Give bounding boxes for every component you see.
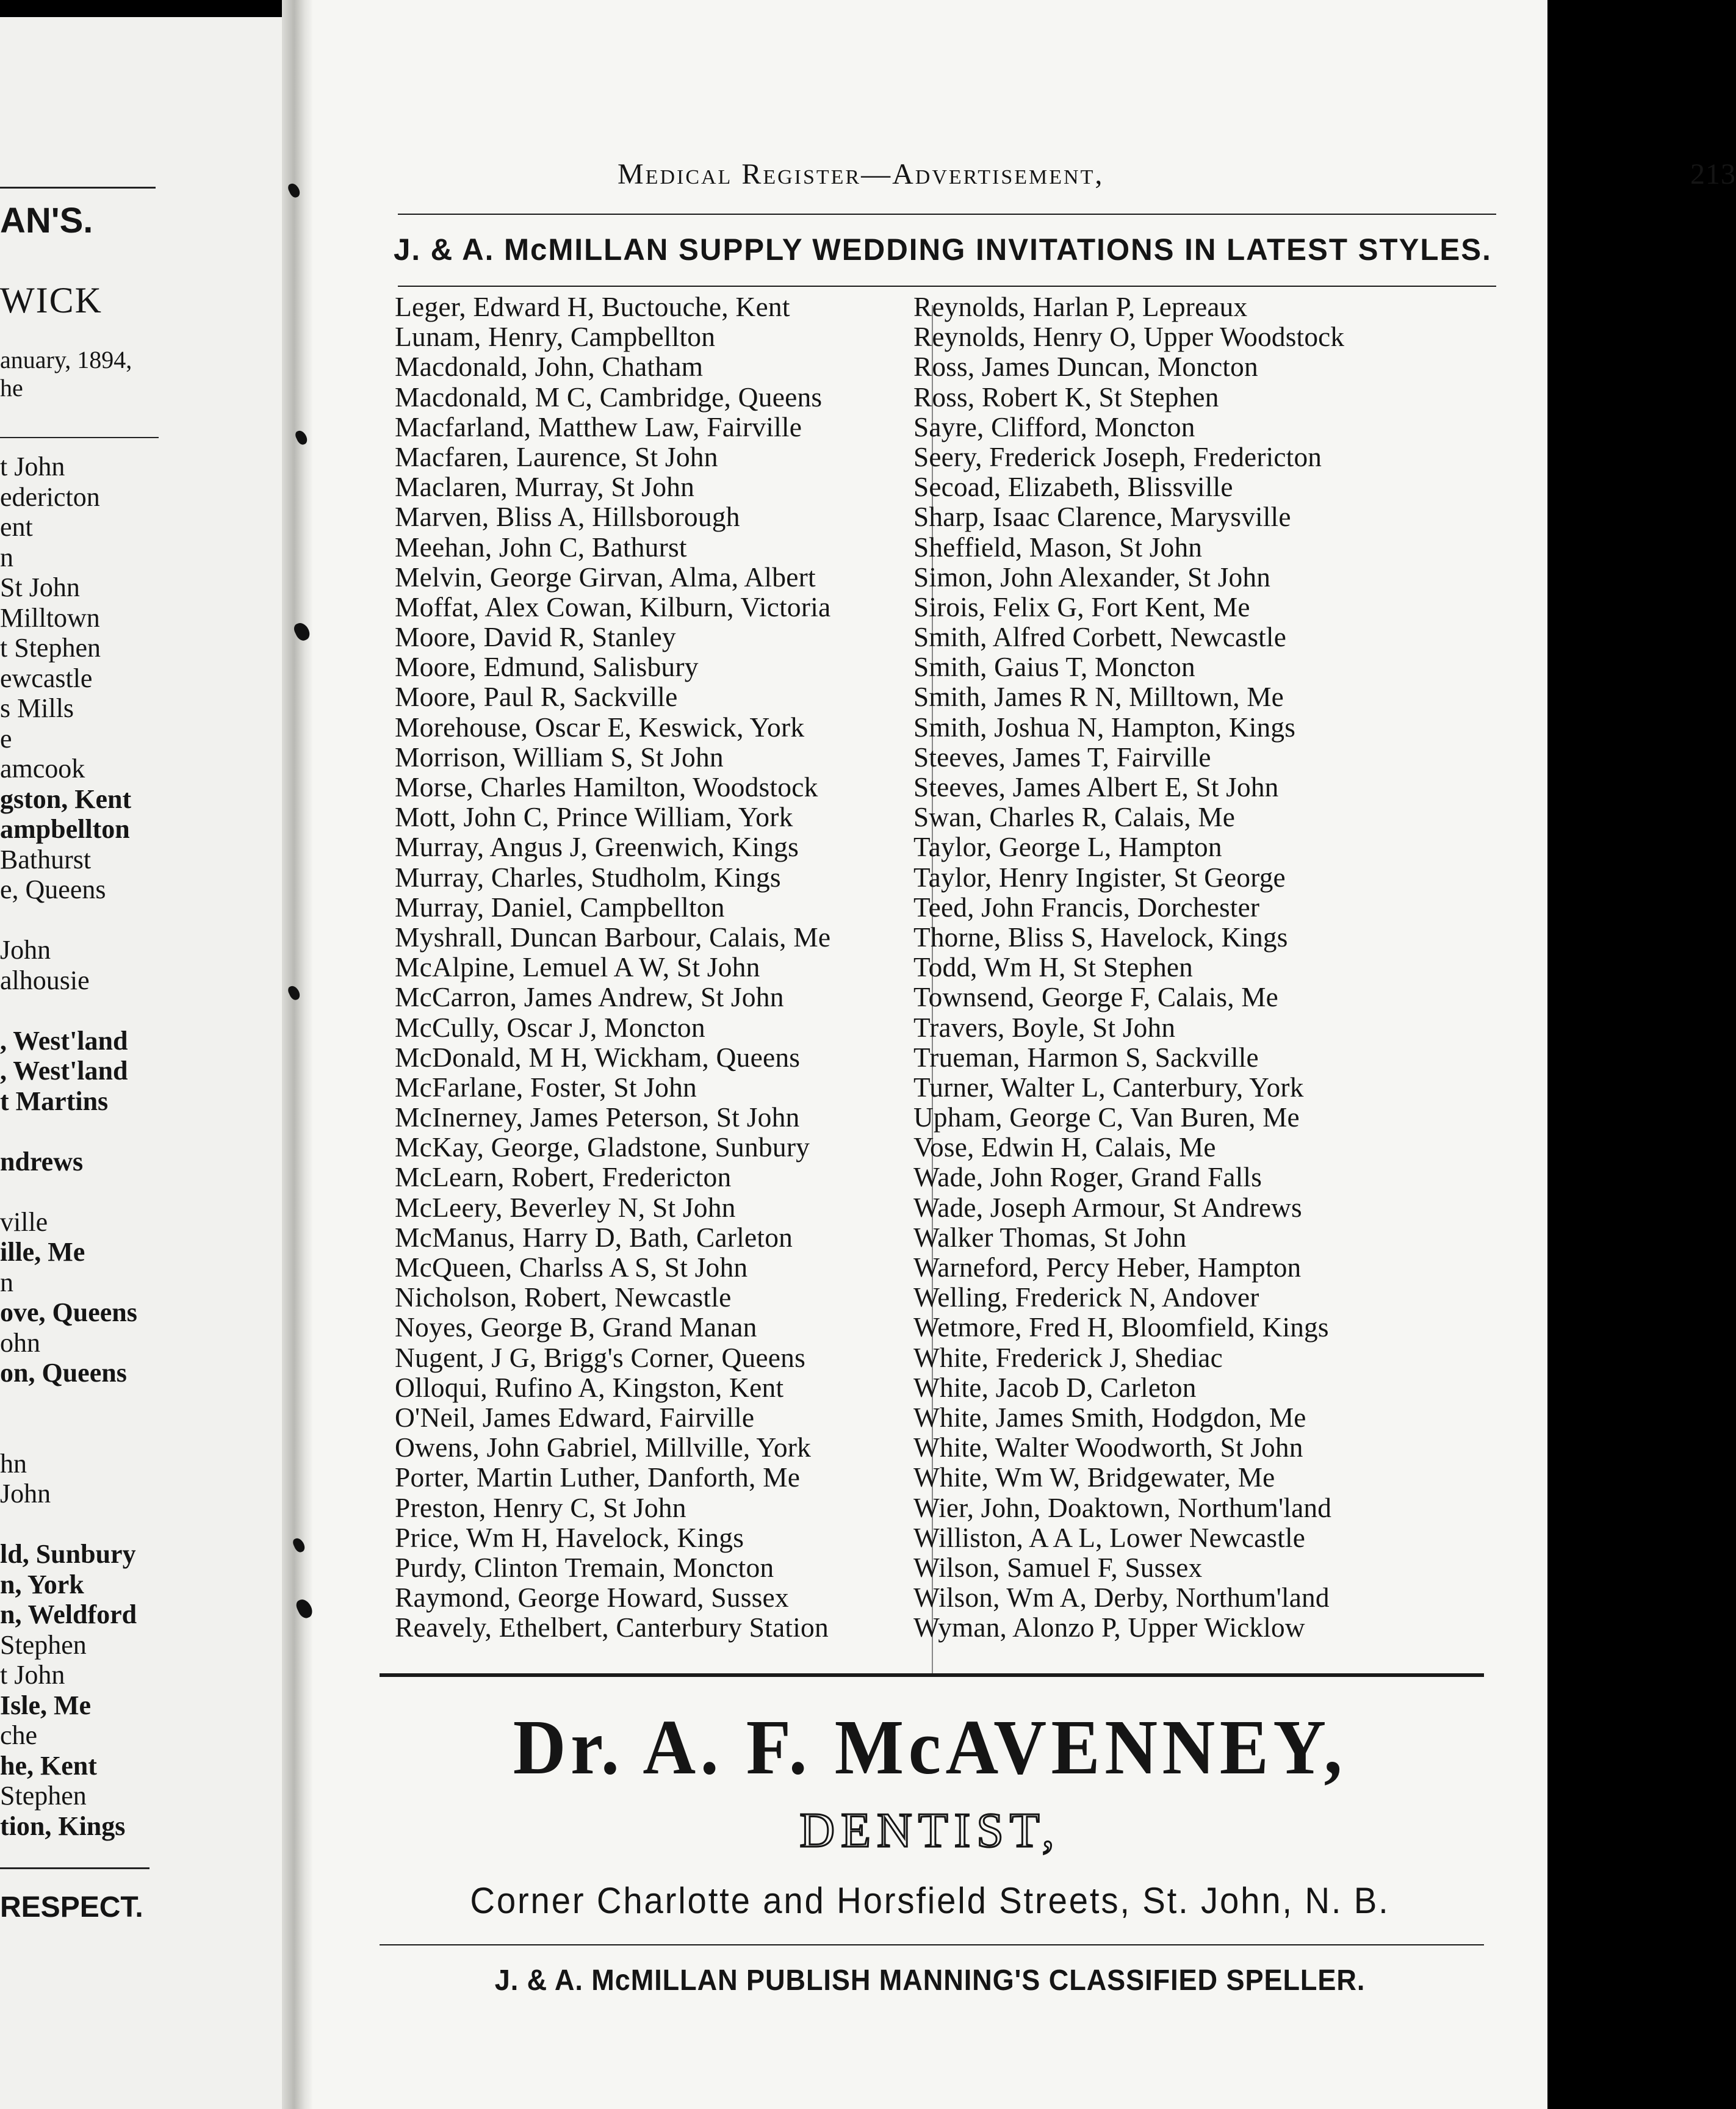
directory-entry: Sirois, Felix G, Fort Kent, Me [913,591,1250,622]
directory-entry: Meehan, John C, Bathurst [395,531,687,563]
top-banner: J. & A. McMILLAN SUPPLY WEDDING INVITATIONS IN LATEST STYLES. [393,233,1492,267]
directory-page [312,0,1736,2109]
directory-entry: McFarlane, Foster, St John [395,1071,697,1103]
directory-entry: Macdonald, M C, Cambridge, Queens [395,381,823,413]
directory-entry: Owens, John Gabriel, Millville, York [395,1432,812,1463]
directory-entry: Moore, David R, Stanley [395,621,676,653]
directory-entry: White, James Smith, Hodgdon, Me [913,1401,1306,1433]
directory-entry: White, Wm W, Bridgewater, Me [913,1462,1275,1493]
directory-entry: Williston, A A L, Lower Newcastle [913,1521,1306,1553]
directory-entry: Smith, Gaius T, Moncton [913,651,1195,683]
facing-page-line: amcook [0,754,85,784]
facing-page-line: ille, Me [0,1237,85,1267]
top-banner-upper-rule [398,214,1496,215]
directory-entry: Taylor, Henry Ingister, St George [913,861,1286,893]
facing-page-line [0,905,282,936]
directory-entry: McInerney, James Peterson, St John [395,1101,800,1133]
directory-entry: Nicholson, Robert, Newcastle [395,1282,732,1313]
directory-entry: Upham, George C, Van Buren, Me [913,1101,1300,1133]
advertisement-top-rule [380,1673,1484,1677]
facing-page-header: AN'S. [0,201,93,240]
bottom-banner-upper-rule [380,1944,1484,1945]
facing-page-line: John [0,1479,51,1509]
facing-page-line: n, Weldford [0,1599,137,1629]
facing-page-line: St John [0,572,80,602]
advertisement-profession: DENTIST, [799,1804,1061,1858]
top-banner-lower-rule [398,286,1496,287]
directory-column-left [395,292,904,1642]
facing-page-subtitle-2: he [0,374,23,402]
directory-entry: Murray, Angus J, Greenwich, Kings [395,831,799,863]
directory-entry: McManus, Harry D, Bath, Carleton [395,1221,793,1253]
facing-page-line: Stephen [0,1629,87,1660]
directory-entry: O'Neil, James Edward, Fairville [395,1401,755,1433]
directory-entry: Macfaren, Laurence, St John [395,441,718,472]
facing-page-rule [0,437,159,438]
directory-entry: Olloqui, Rufino A, Kingston, Kent [395,1371,784,1403]
facing-page-line [0,1418,282,1449]
directory-entry: Swan, Charles R, Calais, Me [913,801,1236,833]
facing-page-line: Isle, Me [0,1690,92,1720]
directory-entry: Macdonald, John, Chatham [395,351,704,383]
directory-entry: Secoad, Elizabeth, Blissville [913,471,1233,503]
directory-entry: Steeves, James Albert E, St John [913,771,1279,802]
facing-page-line: n, York [0,1569,84,1599]
book-gutter [282,0,312,2109]
facing-page-line: tion, Kings [0,1811,126,1841]
directory-entry: Sheffield, Mason, St John [913,531,1203,563]
binding-stitch-mark [294,429,309,447]
directory-entry: Simon, John Alexander, St John [913,561,1271,593]
directory-entry: Morrison, William S, St John [395,741,724,773]
directory-entry: Reavely, Ethelbert, Canterbury Station [395,1612,829,1643]
facing-page-line: n [0,1267,13,1297]
directory-entry: White, Frederick J, Shediac [913,1341,1223,1373]
running-head-title: Medical Register—Advertisement, [618,158,1104,190]
binding-stitch-mark [292,621,312,643]
directory-entry: McQueen, Charlss A S, St John [395,1252,748,1283]
directory-entry: Wier, John, Doaktown, Northum'land [913,1491,1332,1523]
binding-stitch-mark [287,182,302,200]
facing-page-line: e [0,723,12,754]
directory-entry: Moore, Edmund, Salisbury [395,651,699,683]
facing-page-line: ville [0,1206,48,1237]
directory-entry: Lunam, Henry, Campbellton [395,321,716,353]
directory-entry: Morehouse, Oscar E, Keswick, York [395,711,805,743]
directory-entry: McLeery, Beverley N, St John [395,1191,736,1223]
directory-entry: White, Jacob D, Carleton [913,1371,1197,1403]
directory-entry: Wetmore, Fred H, Bloomfield, Kings [913,1311,1329,1343]
directory-entry: Steeves, James T, Fairville [913,741,1211,773]
facing-page-line: n [0,542,13,572]
directory-entry: McCarron, James Andrew, St John [395,981,784,1013]
facing-page-line: ampbellton [0,814,130,844]
directory-entry: Thorne, Bliss S, Havelock, Kings [913,921,1288,953]
facing-page-line [0,1116,282,1147]
directory-entry: Macfarland, Matthew Law, Fairville [395,411,802,442]
directory-entry: Sayre, Clifford, Moncton [913,411,1195,442]
facing-page-line: ove, Queens [0,1297,137,1327]
facing-page-bottom-rule [0,1867,149,1869]
directory-entry: Welling, Frederick N, Andover [913,1282,1259,1313]
facing-page-fragment [0,17,282,2109]
facing-page-line [0,1177,282,1207]
directory-entry: McCully, Oscar J, Moncton [395,1011,705,1043]
directory-entry: Seery, Frederick Joseph, Fredericton [913,441,1322,472]
directory-entry: Murray, Daniel, Campbellton [395,891,725,923]
directory-entry: Moffat, Alex Cowan, Kilburn, Victoria [395,591,831,622]
directory-entry: Mott, John C, Prince William, York [395,801,793,833]
directory-entry: Ross, Robert K, St Stephen [913,381,1219,413]
facing-page-line: ewcastle [0,663,93,693]
facing-page-line: t John [0,1660,65,1690]
directory-entry: McKay, George, Gladstone, Sunbury [395,1131,810,1163]
directory-entry: Leger, Edward H, Buctouche, Kent [395,291,790,322]
directory-entry: Walker Thomas, St John [913,1221,1187,1253]
facing-page-line: ent [0,512,33,542]
directory-entry: Moore, Paul R, Sackville [395,681,678,713]
binding-stitch-mark [294,1597,314,1620]
directory-entry: Noyes, George B, Grand Manan [395,1311,757,1343]
facing-page-line: ld, Sunbury [0,1539,136,1569]
directory-entry: Smith, James R N, Milltown, Me [913,681,1284,713]
directory-entry: Maclaren, Murray, St John [395,471,695,503]
facing-page-line: edericton [0,481,100,512]
directory-entry: Taylor, George L, Hampton [913,831,1222,863]
directory-entry: Ross, James Duncan, Moncton [913,351,1258,383]
directory-entry: Preston, Henry C, St John [395,1491,686,1523]
facing-page-line: hn [0,1448,27,1479]
facing-page-line: gston, Kent [0,784,132,814]
facing-page-line: t Stephen [0,633,101,663]
facing-page-footer: RESPECT. [0,1891,143,1923]
facing-page-line: he, Kent [0,1750,97,1781]
facing-page-top-rule [0,187,156,189]
directory-column-right [913,292,1496,1642]
directory-entry: Smith, Joshua N, Hampton, Kings [913,711,1296,743]
facing-page-line: , West'land [0,1056,128,1086]
facing-page-line: t John [0,452,65,481]
directory-entry: McLearn, Robert, Fredericton [395,1161,732,1193]
directory-entry: Todd, Wm H, St Stephen [913,951,1194,983]
directory-entry: Turner, Walter L, Canterbury, York [913,1071,1304,1103]
advertisement-address: Corner Charlotte and Horsfield Streets, St. John, N. B. [470,1880,1390,1921]
facing-page-line: Bathurst [0,844,92,874]
binding-stitch-mark [292,1537,307,1554]
directory-entry: Wilson, Samuel F, Sussex [913,1551,1203,1583]
facing-page-line [0,995,282,1026]
directory-entry: Vose, Edwin H, Calais, Me [913,1131,1216,1163]
directory-entry: Smith, Alfred Corbett, Newcastle [913,621,1287,653]
directory-entry: White, Walter Woodworth, St John [913,1432,1303,1463]
facing-page-subtitle-1: anuary, 1894, [0,346,132,373]
facing-page-line: alhousie [0,965,90,995]
advertisement-name: Dr. A. F. McAVENNEY, [513,1704,1347,1790]
facing-page-line: Stephen [0,1781,87,1811]
directory-entry: Wilson, Wm A, Derby, Northum'land [913,1582,1330,1613]
facing-page-line: Milltown [0,602,100,633]
facing-page-lines [0,452,282,1841]
directory-entry: Purdy, Clinton Tremain, Moncton [395,1551,774,1583]
directory-entry: Morse, Charles Hamilton, Woodstock [395,771,818,802]
directory-entry: Myshrall, Duncan Barbour, Calais, Me [395,921,831,953]
facing-page-line [0,1388,282,1419]
facing-page-line: John [0,935,51,965]
directory-entry: Trueman, Harmon S, Sackville [913,1041,1259,1073]
facing-page-line: , West'land [0,1025,128,1056]
facing-page-line [0,1509,282,1540]
facing-page-title: WICK [0,280,103,320]
directory-entry: Wade, John Roger, Grand Falls [913,1161,1262,1193]
directory-entry: Porter, Martin Luther, Danforth, Me [395,1462,801,1493]
directory-entry: Teed, John Francis, Dorchester [913,891,1260,923]
facing-page-line: on, Queens [0,1358,127,1388]
directory-entry: Sharp, Isaac Clarence, Marysville [913,501,1291,533]
directory-entry: Murray, Charles, Studholm, Kings [395,861,781,893]
facing-page-line: t Martins [0,1086,109,1116]
directory-entry: Melvin, George Girvan, Alma, Albert [395,561,816,593]
page-number: 213 [1690,158,1736,190]
facing-page-line: s Mills [0,693,74,723]
facing-page-line: ohn [0,1327,40,1358]
binding-stitch-mark [287,984,302,1002]
directory-entry: Reynolds, Harlan P, Lepreaux [913,291,1248,322]
directory-entry: Nugent, J G, Brigg's Corner, Queens [395,1341,806,1373]
directory-entry: Wade, Joseph Armour, St Andrews [913,1191,1302,1223]
facing-page-line: ndrews [0,1146,84,1177]
directory-entry: McDonald, M H, Wickham, Queens [395,1041,801,1073]
directory-entry: Marven, Bliss A, Hillsborough [395,501,740,533]
running-head [618,157,1736,191]
directory-entry: Warneford, Percy Heber, Hampton [913,1252,1302,1283]
directory-entry: Wyman, Alonzo P, Upper Wicklow [913,1612,1305,1643]
directory-entry: Price, Wm H, Havelock, Kings [395,1521,744,1553]
facing-page-line: e, Queens [0,874,106,904]
directory-entry: McAlpine, Lemuel A W, St John [395,951,760,983]
directory-entry: Reynolds, Henry O, Upper Woodstock [913,321,1345,353]
directory-entry: Raymond, George Howard, Sussex [395,1582,789,1613]
bottom-banner: J. & A. McMILLAN PUBLISH MANNING'S CLASSIFIED SPELLER. [494,1964,1366,1997]
directory-entry: Townsend, George F, Calais, Me [913,981,1278,1013]
directory-entry: Travers, Boyle, St John [913,1011,1176,1043]
facing-page-line: che [0,1720,38,1750]
